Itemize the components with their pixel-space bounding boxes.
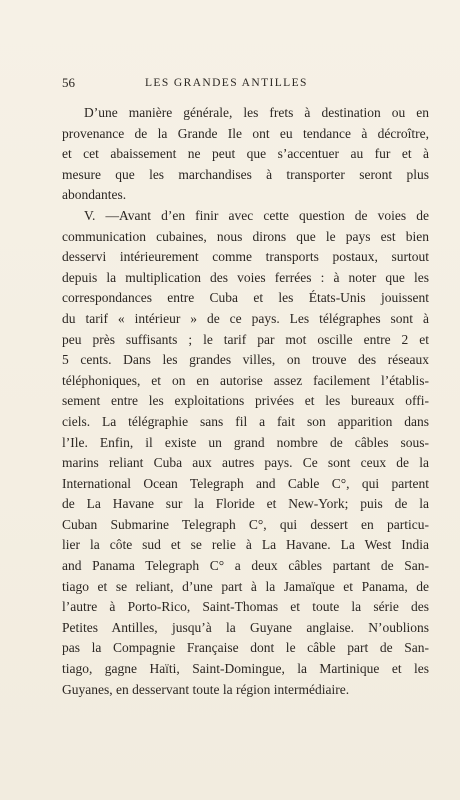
text-line: mesure que les marchandises à transporter seront plus	[62, 166, 429, 182]
text-line: et cet abaissement ne peut que s’accentuer au fur et à	[62, 146, 429, 162]
text-line: ciels. La télégraphie sans fil a fait son apparition dans	[62, 413, 429, 429]
text-line: sement entre les exploitations privées et les bureaux offi-	[62, 393, 429, 409]
text-line: correspondances entre Cuba et les États-Unis jouissent	[62, 290, 429, 306]
text-line: de La Havane sur la Floride et New-York; puis de la	[62, 496, 429, 512]
text-line: Cuban Submarine Telegraph C°, qui dessert en particu-	[62, 516, 429, 532]
text-line: du tarif « intérieur » de ce pays. Les télégraphes sont à	[62, 310, 429, 326]
text-line: peu près suffisants ; le tarif par mot oscille entre 2 et	[62, 331, 429, 347]
text-line: tiago et se reliant, d’une part à la Jamaïque et Panama, de	[62, 578, 429, 594]
text-line: l’Ile. Enfin, il existe un grand nombre de câbles sous-	[62, 434, 429, 450]
text-line: communication cubaines, nous dirons que le pays est bien	[62, 228, 429, 244]
text-line: International Ocean Telegraph and Cable C°, qui partent	[62, 475, 429, 491]
text-line: marins reliant Cuba aux autres pays. Ce sont ceux de la	[62, 455, 429, 471]
text-line: téléphoniques, et on en autorise assez facilement l’établis-	[62, 372, 429, 388]
text-line: lier la côte sud et se relie à La Havane. La West India	[62, 537, 429, 553]
text-line: and Panama Telegraph C° a deux câbles partant de San-	[62, 558, 429, 574]
running-title: LES GRANDES ANTILLES	[145, 77, 308, 89]
text-line: Guyanes, en desservant toute la région intermédiaire.	[62, 681, 350, 697]
text-line: provenance de la Grande Ile ont eu tendance à décroître,	[62, 125, 429, 141]
text-line: depuis la multiplication des voies ferrées : à noter que les	[62, 269, 429, 285]
body-text	[62, 103, 429, 700]
running-head	[62, 75, 430, 91]
paragraph-freight	[62, 103, 429, 206]
text-line: tiago, gagne Haïti, Saint-Domingue, la Martinique et les	[62, 661, 429, 677]
text-line: 5 cents. Dans les grandes villes, on trouve des réseaux	[62, 352, 429, 368]
paragraph-communications	[62, 206, 429, 700]
text-line: D’une manière générale, les frets à destination ou en	[84, 105, 429, 120]
text-line: V. —Avant d’en finir avec cette question de voies de	[84, 207, 429, 223]
text-line: pas la Compagnie Française dont le câble part de San-	[62, 640, 429, 656]
page-number: 56	[62, 75, 75, 90]
text-line: Petites Antilles, jusqu’à la Guyane anglaise. N’oublions	[62, 619, 429, 635]
text-line: desservi intérieurement comme transports postaux, surtout	[62, 249, 429, 265]
text-line: abondantes.	[62, 187, 127, 203]
text-line: l’autre à Porto-Rico, Saint-Thomas et toute la série des	[62, 599, 429, 615]
